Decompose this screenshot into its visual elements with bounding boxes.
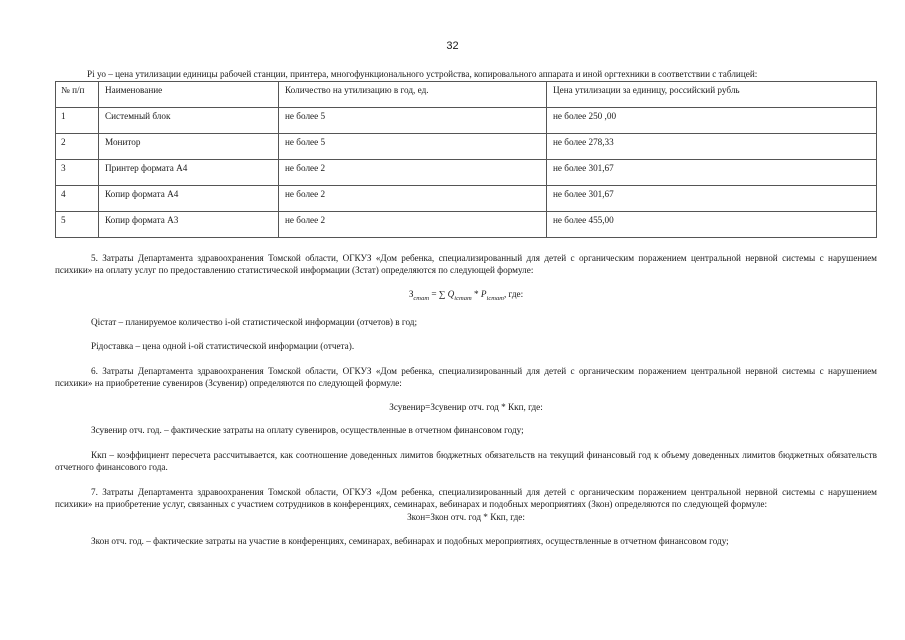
cell-name: Монитор <box>99 133 279 159</box>
header-cell-number: № п/п <box>56 81 99 107</box>
cell-number: 4 <box>56 185 99 211</box>
section-7-paragraph: 7. Затраты Департамента здравоохранения Томской области, ОГКУЗ «Дом ребенка, специализированный для детей с органическим поражением центральной нервной системы с нарушением психики» на приобретение услуг, связанных с участием сотрудников в конференциях, семинарах, вебинарах и подобных мероприятиях (Зкон) определяются по следующей формуле: <box>55 486 877 510</box>
table-row <box>56 133 877 159</box>
table-intro: Pi уо – цена утилизации единицы рабочей станции, принтера, многофункционального устройства, копировального аппарата и иной оргтехники в соответствии с таблицей: <box>87 69 758 79</box>
cell-quantity: не более 2 <box>279 211 547 237</box>
cell-number: 1 <box>56 107 99 133</box>
cell-quantity: не более 5 <box>279 107 547 133</box>
table-row <box>56 107 877 133</box>
header-cell-quantity: Количество на утилизацию в год, ед. <box>279 81 547 107</box>
cell-price: не более 250 ,00 <box>547 107 877 133</box>
cell-number: 5 <box>56 211 99 237</box>
document-body <box>55 68 877 548</box>
section-7-def-1: Зкон отч. год. – фактические затраты на участие в конференциях, семинарах, вебинарах и подобных мероприятиях, осуществленные в отчетном финансовом году; <box>91 536 729 547</box>
cell-name: Копир формата А3 <box>99 211 279 237</box>
formula-sum: = ∑ <box>429 288 448 299</box>
cell-quantity: не более 2 <box>279 159 547 185</box>
formula-q-sub: iстат <box>454 294 472 302</box>
section-7-formula: Зкон=Зкон отч. год * Ккп, где: <box>407 511 525 522</box>
section-6-paragraph: 6. Затраты Департамента здравоохранения Томской области, ОГКУЗ «Дом ребенка, специализированный для детей с органическим поражением центральной нервной системы с нарушением психики» на приобретение сувениров (Зсувенир) определяются по следующей формуле: <box>55 365 877 389</box>
utilization-price-table <box>55 81 877 238</box>
formula-p: P <box>480 288 487 299</box>
formula-mul: * <box>471 288 481 299</box>
header-cell-price: Цена утилизации за единицу, российский рубль <box>547 81 877 107</box>
section-6-def-1: Зсувенир отч. год. – фактические затраты на оплату сувениров, осуществленные в отчетном финансовом году; <box>91 425 524 436</box>
table-row <box>56 159 877 185</box>
formula-lhs-sub: стат <box>413 294 430 302</box>
cell-name: Копир формата А4 <box>99 185 279 211</box>
table-row <box>56 211 877 237</box>
cell-name: Системный блок <box>99 107 279 133</box>
formula-tail: , где: <box>503 288 524 299</box>
section-6-formula: Зсувенир=Зсувенир отч. год * Ккп, где: <box>389 401 543 412</box>
table-row <box>56 185 877 211</box>
section-5-formula <box>55 288 877 305</box>
cell-quantity: не более 2 <box>279 185 547 211</box>
section-5-paragraph: 5. Затраты Департамента здравоохранения Томской области, ОГКУЗ «Дом ребенка, специализированный для детей с органическим поражением центральной нервной системы с нарушением психики» на оплату услуг по предоставлению статистической информации (Зстат) определяются по следующей формуле: <box>55 252 877 275</box>
cell-price: не более 301,67 <box>547 185 877 211</box>
cell-quantity: не более 5 <box>279 133 547 159</box>
header-cell-name: Наименование <box>99 81 279 107</box>
cell-price: не более 455,00 <box>547 211 877 237</box>
formula-q: Q <box>447 288 455 299</box>
formula-lhs: З <box>408 288 414 299</box>
cell-name: Принтер формата А4 <box>99 159 279 185</box>
cell-price: не более 301,67 <box>547 159 877 185</box>
table-header-row <box>56 81 877 107</box>
cell-number: 2 <box>56 133 99 159</box>
section-6-def-2: Ккп – коэффициент пересчета рассчитывается, как соотношение доведенных лимитов бюджетных обязательств на текущий финансовый год к объему доведенных лимитов бюджетных обязательств отчетного финансового года. <box>55 449 877 473</box>
section-5-def-1: Qiстат – планируемое количество i-ой статистической информации (отчетов) в год; <box>91 316 418 327</box>
section-5-def-2: Piдоставка – цена одной i-ой статистической информации (отчета). <box>91 341 355 352</box>
page-number: 32 <box>446 40 459 52</box>
formula-p-sub: iстат <box>486 294 504 302</box>
cell-price: не более 278,33 <box>547 133 877 159</box>
cell-number: 3 <box>56 159 99 185</box>
